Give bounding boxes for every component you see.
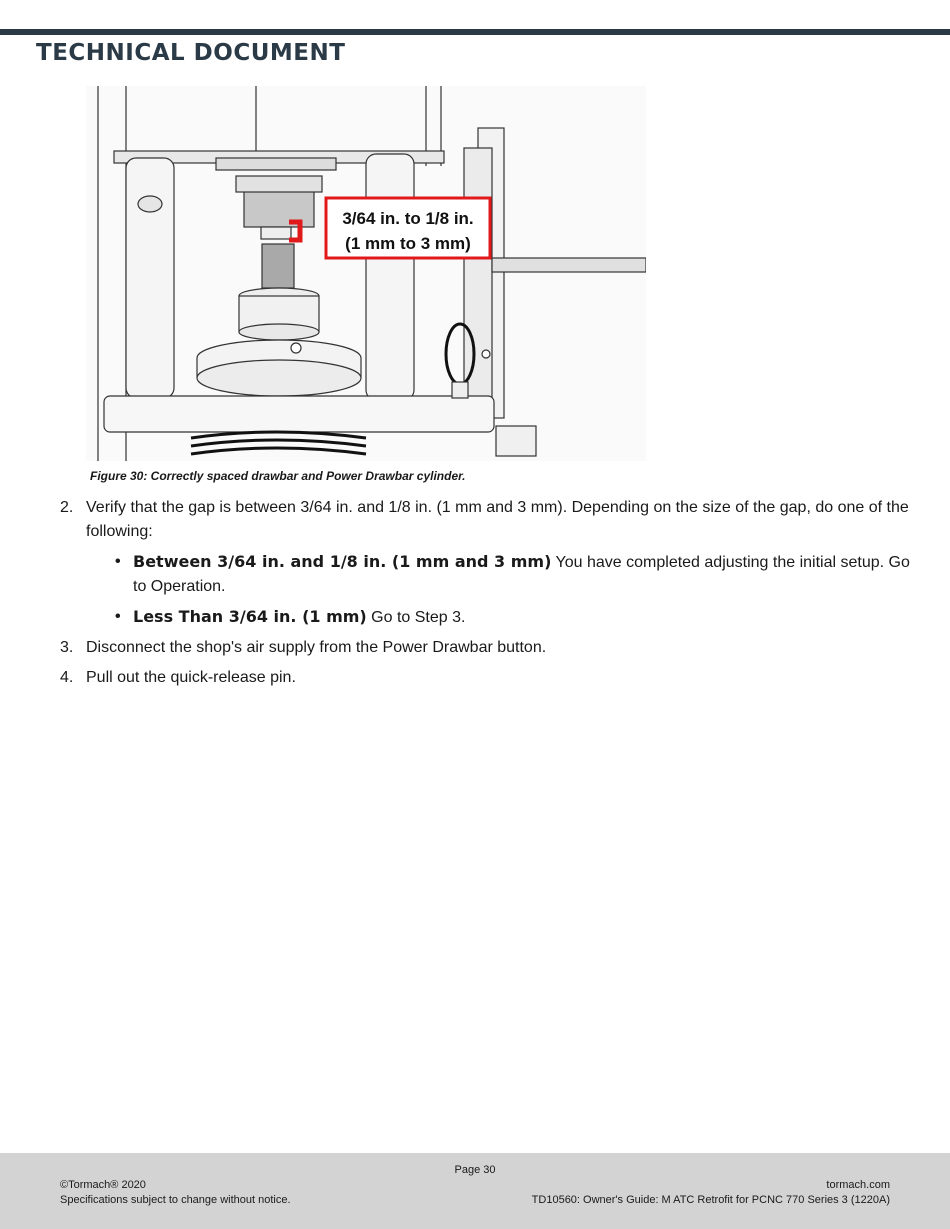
callout-line-1: 3/64 in. to 1/8 in. [342,209,474,228]
option-lead: Between 3/64 in. and 1/8 in. (1 mm and 3 mm) [133,552,552,571]
bullet-dot-icon: • [115,608,121,625]
step-text: Pull out the quick-release pin. [86,669,296,686]
step-4 [60,666,920,690]
option-lead: Less Than 3/64 in. (1 mm) [133,607,367,626]
step-text: Disconnect the shop's air supply from the Power Drawbar button. [86,639,547,656]
document-reference: TD10560: Owner's Guide: M ATC Retrofit for PCNC 770 Series 3 (1220A) [531,1194,890,1206]
copyright-text: ©Tormach® 2020 [60,1179,146,1191]
step-2-options [86,550,920,630]
step-number: 2. [60,499,74,516]
step-2 [60,496,920,630]
step-text: Verify that the gap is between 3/64 in. and 1/8 in. (1 mm and 3 mm). Depending on the size of the gap, do one of the following: [86,499,909,540]
page-number: Page 30 [454,1164,496,1176]
option-bullet [112,605,920,630]
header-rule [0,29,950,35]
step-3 [60,636,920,660]
option-text: Go to Step 3. [366,609,466,626]
disclaimer-text: Specifications subject to change without notice. [60,1194,291,1206]
figure-caption: Figure 30: Correctly spaced drawbar and Power Drawbar cylinder. [90,469,466,483]
option-text: You have completed adjusting the initial setup. Go to Operation. [133,554,910,595]
gap-callout-text [326,206,490,256]
page-footer [0,1153,950,1229]
bullet-dot-icon: • [115,553,121,570]
figure-drawbar-illustration [86,86,646,461]
option-bullet [112,550,920,599]
step-number: 3. [60,639,74,656]
callout-line-2: (1 mm to 3 mm) [345,234,471,253]
procedure-steps [60,496,920,696]
document-title: TECHNICAL DOCUMENT [36,40,346,66]
website-link[interactable]: tormach.com [826,1179,890,1191]
step-number: 4. [60,669,74,686]
